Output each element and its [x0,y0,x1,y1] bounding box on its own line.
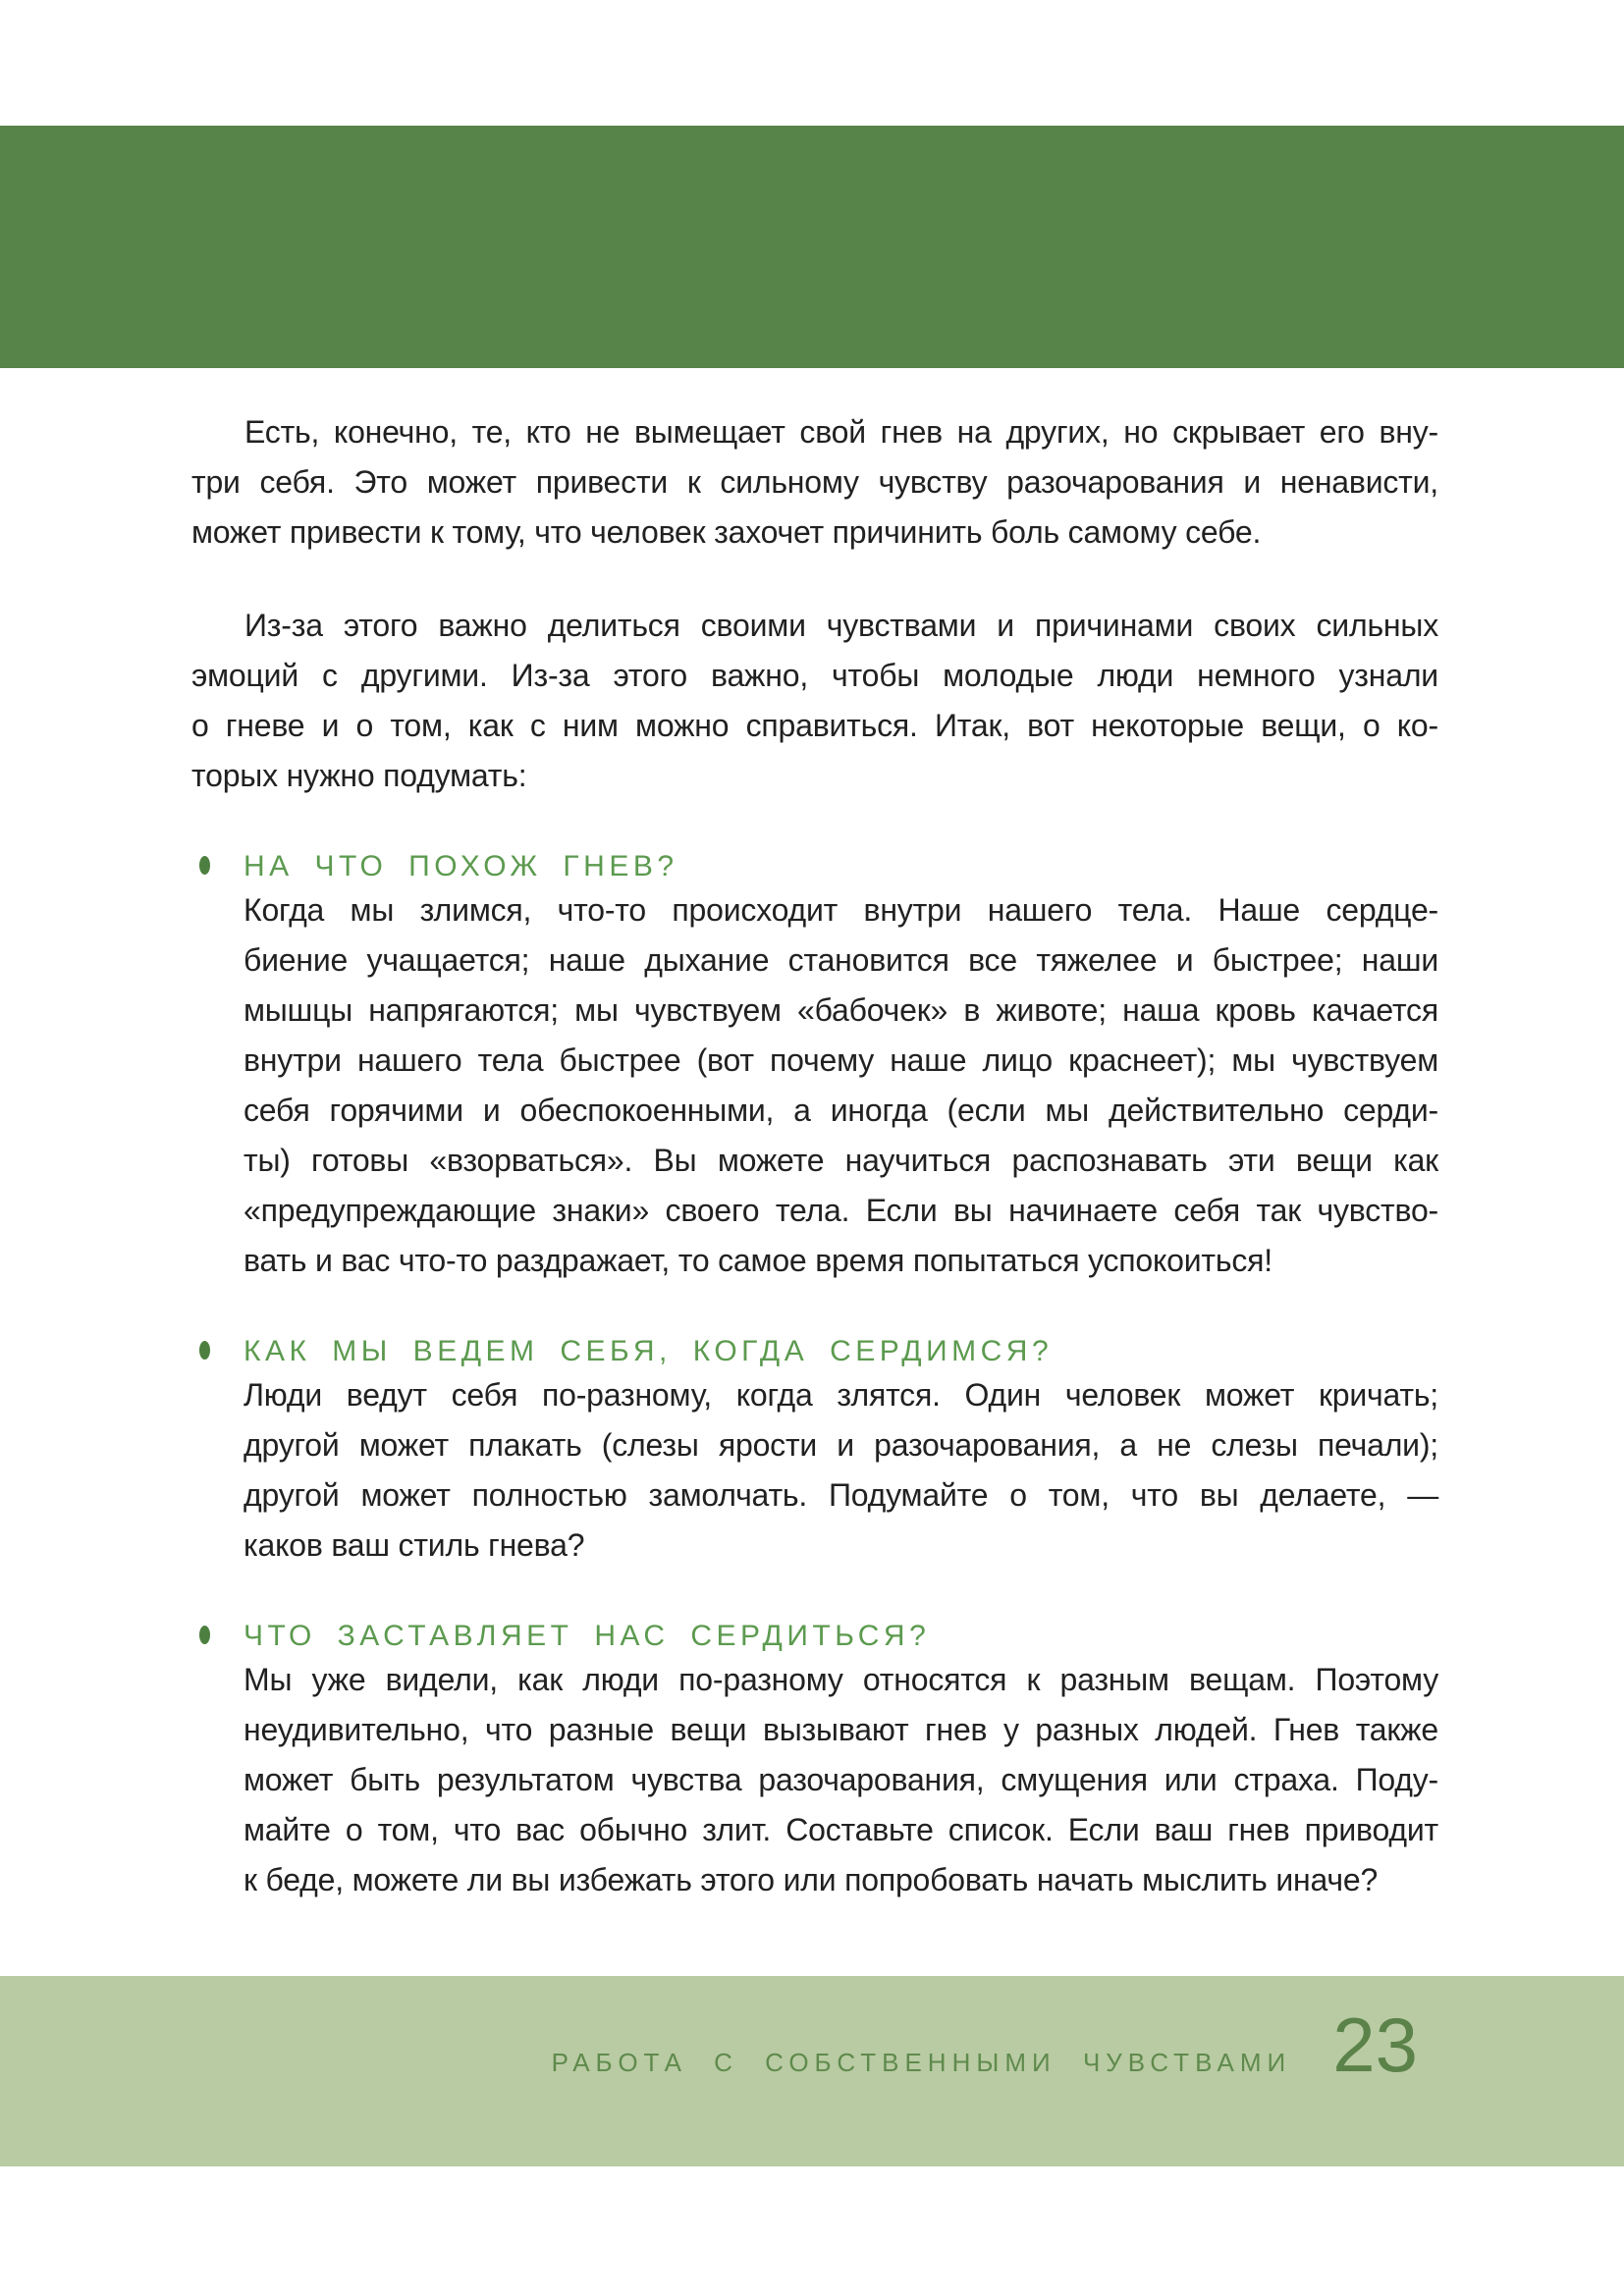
bullet-icon [199,856,210,875]
text-line: Из-за этого важно делиться своими чувствами и причинами своих сильных [244,608,1438,643]
text-line: себя горячими и обеспокоенными, а иногда (если мы действительно серди- [244,1093,1438,1128]
text-line: каков ваш стиль гнева? [244,1527,585,1563]
text-line: внутри нашего тела быстрее (вот почему наше лицо краснеет); мы чувствуем [244,1042,1438,1078]
text-line: ты) готовы «взорваться». Вы можете научиться распознавать эти вещи как [244,1143,1438,1178]
section-body [244,1655,1438,1905]
section-what-is-anger-like [191,844,1438,1286]
text-line: может быть результатом чувства разочарования, смущения или страха. Поду- [244,1762,1438,1797]
top-green-band [0,126,1624,368]
section-what-makes-us-angry [191,1614,1438,1905]
section-body [244,885,1438,1286]
text-line: вать и вас что-то раздражает, то самое время попытаться успокоиться! [244,1243,1272,1278]
text-line: неудивительно, что разные вещи вызывают гнев у разных людей. Гнев также [244,1712,1438,1747]
section-how-we-behave [191,1329,1438,1571]
section-heading: ЧТО ЗАСТАВЛЯЕТ НАС СЕРДИТЬСЯ? [244,1620,931,1652]
section-body [244,1370,1438,1571]
section-heading: КАК МЫ ВЕДЕМ СЕБЯ, КОГДА СЕРДИМСЯ? [244,1335,1054,1367]
text-line: Когда мы злимся, что-то происходит внутри нашего тела. Наше сердце- [244,892,1438,928]
page-content [191,368,1438,1905]
text-line: о гневе и о том, как с ним можно справиться. Итак, вот некоторые вещи, о ко- [191,708,1438,743]
section-heading-row [191,844,1438,885]
bullet-icon [199,1626,210,1644]
footer-row [552,1976,1418,2113]
text-line: три себя. Это может привести к сильному чувству разочарования и ненависти, [191,464,1438,500]
footer-green-band [0,1976,1624,2166]
text-line: торых нужно подумать: [191,758,527,793]
text-line: к беде, можете ли вы избежать этого или попробовать начать мыслить иначе? [244,1862,1379,1897]
text-line: Есть, конечно, те, кто не вымещает свой гнев на других, но скрывает его вну- [244,414,1438,450]
text-line: мышцы напрягаются; мы чувствуем «бабочек» в животе; наша кровь качается [244,992,1438,1028]
text-line: может привести к тому, что человек захочет причинить боль самому себе. [191,514,1262,550]
text-line: другой может полностью замолчать. Подумайте о том, что вы делаете, — [244,1477,1438,1513]
text-line: эмоций с другими. Из-за этого важно, чтобы молодые люди немного узнали [191,658,1438,693]
running-title: РАБОТА С СОБСТВЕННЫМИ ЧУВСТВАМИ [551,2048,1292,2077]
text-line: Люди ведут себя по-разному, когда злятся. Один человек может кричать; [244,1377,1438,1413]
paragraph [191,407,1438,558]
section-heading-row [191,1614,1438,1655]
bullet-icon [199,1341,210,1360]
page-number: 23 [1332,2002,1418,2088]
text-line: «предупреждающие знаки» своего тела. Если вы начинаете себя так чувство- [244,1193,1438,1228]
section-heading-row [191,1329,1438,1370]
section-heading: НА ЧТО ПОХОЖ ГНЕВ? [244,850,678,882]
text-line: майте о том, что вас обычно злит. Составьте список. Если ваш гнев приводит [244,1812,1438,1847]
paragraph [191,601,1438,801]
text-line: Мы уже видели, как люди по-разному относятся к разным вещам. Поэтому [244,1662,1438,1697]
text-line: другой может плакать (слезы ярости и разочарования, а не слезы печали); [244,1427,1438,1463]
text-line: биение учащается; наше дыхание становится все тяжелее и быстрее; наши [244,942,1438,978]
